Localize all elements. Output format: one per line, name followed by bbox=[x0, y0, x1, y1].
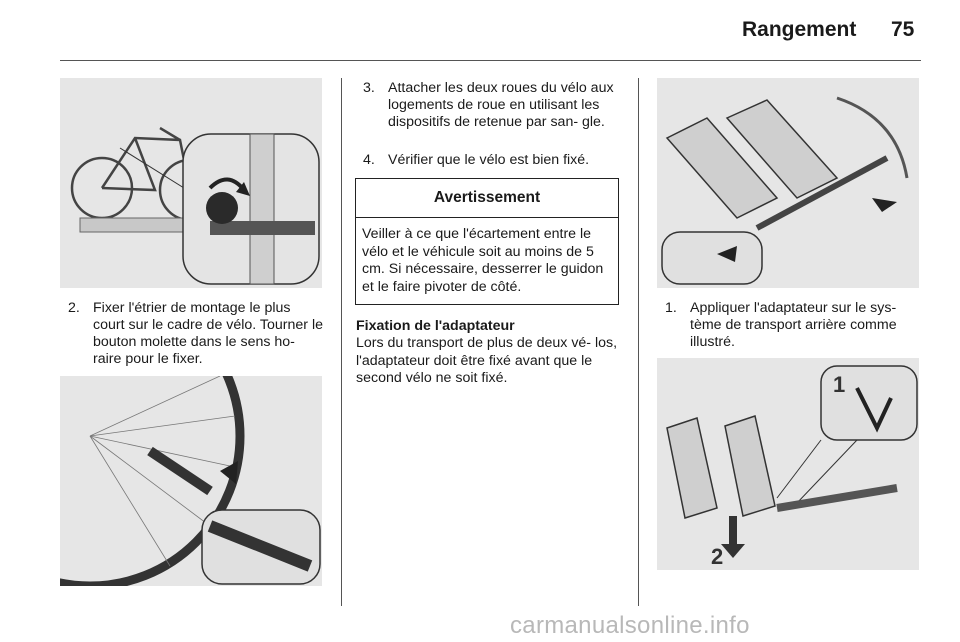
section-body: Lors du transport de plus de deux vé- los, l'adaptateur doit être fixé avant que le second vélo ne soit fixé. bbox=[356, 335, 618, 386]
column-divider-left bbox=[341, 78, 342, 606]
header-divider bbox=[60, 60, 921, 61]
step-4 bbox=[363, 152, 625, 169]
column-divider-right bbox=[638, 78, 639, 606]
page-number: 75 bbox=[891, 18, 915, 41]
page-title: Rangement bbox=[742, 18, 857, 41]
warning-box bbox=[355, 178, 619, 305]
callout-1: 1 bbox=[833, 372, 846, 397]
step-1-text: Appliquer l'adaptateur sur le sys- tème de transport arrière comme illustré. bbox=[690, 300, 897, 350]
watermark: carmanualsonline.info bbox=[510, 612, 750, 639]
step-4-text: Vérifier que le vélo est bien fixé. bbox=[388, 152, 590, 168]
step-2-number: 2. bbox=[68, 300, 80, 316]
callout-2: 2 bbox=[711, 544, 724, 569]
warning-title: Avertissement bbox=[356, 179, 618, 218]
step-2 bbox=[68, 300, 324, 368]
step-2-text: Fixer l'étrier de montage le plus court sur le cadre de vélo. Tourner le bouton molette dans le sens ho- raire pour le fixer. bbox=[93, 300, 324, 367]
illustration-wheel-strap bbox=[60, 376, 322, 586]
step-3-text: Attacher les deux roues du vélo aux logements de roue en utilisant les dispositifs de retenue par san- gle. bbox=[388, 80, 614, 130]
step-4-number: 4. bbox=[363, 152, 375, 168]
step-1-number: 1. bbox=[665, 300, 677, 316]
illustration-adapter-callouts bbox=[657, 358, 919, 570]
step-3-number: 3. bbox=[363, 80, 375, 96]
illustration-frame-clamp bbox=[60, 78, 322, 288]
step-1 bbox=[665, 300, 927, 351]
section-heading: Fixation de l'adaptateur bbox=[356, 318, 515, 334]
step-3 bbox=[363, 80, 625, 131]
warning-body: Veiller à ce que l'écartement entre le vélo et le véhicule soit au moins de 5 cm. Si nécessaire, desserrer le guidon et le faire pivoter de côté. bbox=[362, 226, 604, 295]
illustration-adapter-rack bbox=[657, 78, 919, 288]
